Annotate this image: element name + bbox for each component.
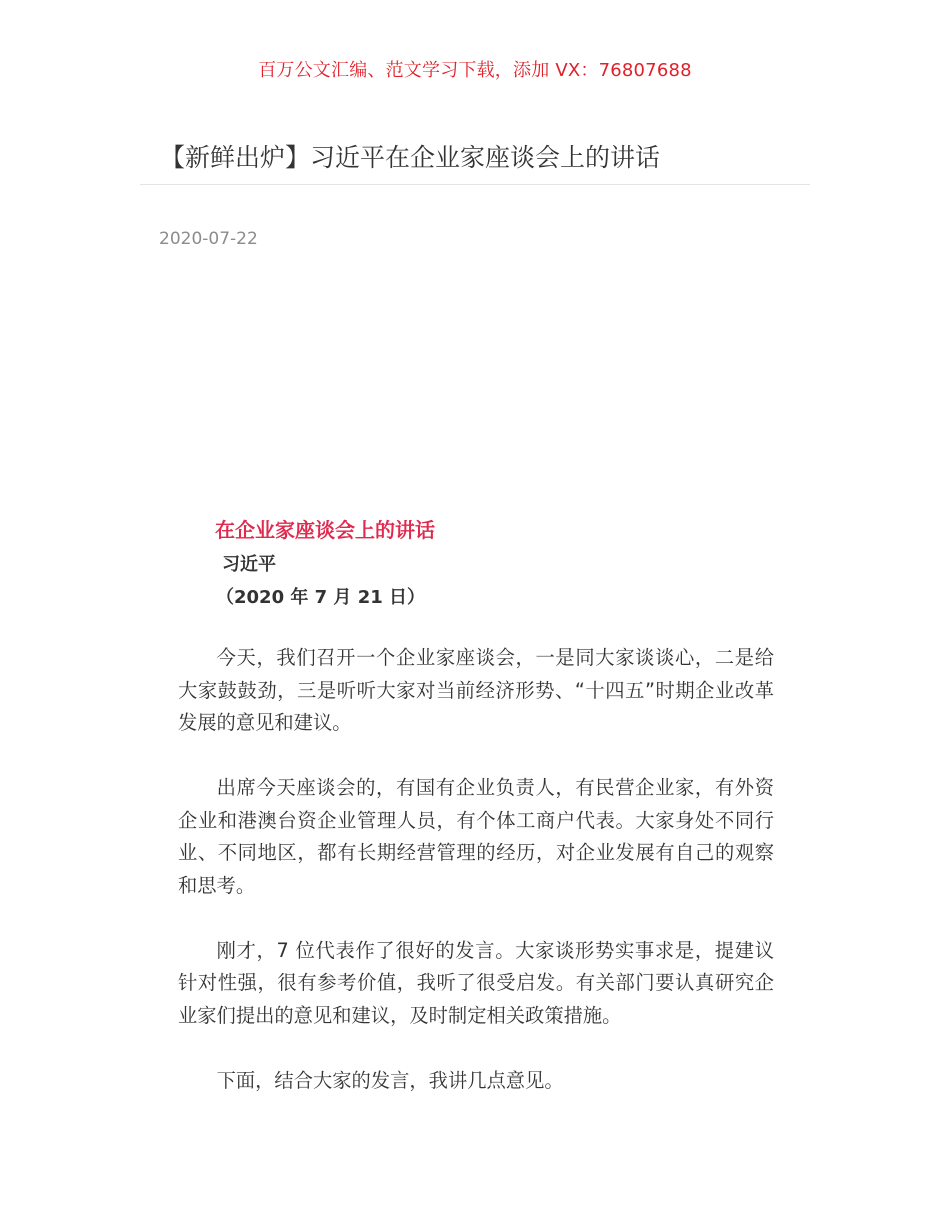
title-divider <box>140 184 810 185</box>
speech-date: （2020 年 7 月 21 日） <box>216 587 426 608</box>
speech-author: 习近平 <box>222 554 276 575</box>
paragraph: 刚才，7 位代表作了很好的发言。大家谈形势实事求是，提建议针对性强，很有参考价值，我听了很受启发。有关部门要认真研究企业家们提出的意见和建议，及时制定相关政策措施。 <box>178 938 774 1027</box>
promo-banner: 百万公文汇编、范文学习下载，添加 VX：76807688 <box>258 60 692 81</box>
speech-title: 在企业家座谈会上的讲话 <box>215 518 435 542</box>
article-date: 2020-07-22 <box>159 229 258 249</box>
paragraph: 下面，结合大家的发言，我讲几点意见。 <box>216 1068 564 1092</box>
paragraph: 出席今天座谈会的，有国有企业负责人，有民营企业家，有外资企业和港澳台资企业管理人员，有个体工商户代表。大家身处不同行业、不同地区，都有长期经营管理的经历，对企业发展有自己的观察和思考。 <box>178 776 774 897</box>
speech-body <box>178 642 774 1130</box>
paragraph: 今天，我们召开一个企业家座谈会，一是同大家谈谈心，二是给大家鼓鼓劲，三是听听大家对当前经济形势、“十四五”时期企业改革发展的意见和建议。 <box>178 646 774 734</box>
article-title: 【新鲜出炉】习近平在企业家座谈会上的讲话 <box>160 143 661 172</box>
